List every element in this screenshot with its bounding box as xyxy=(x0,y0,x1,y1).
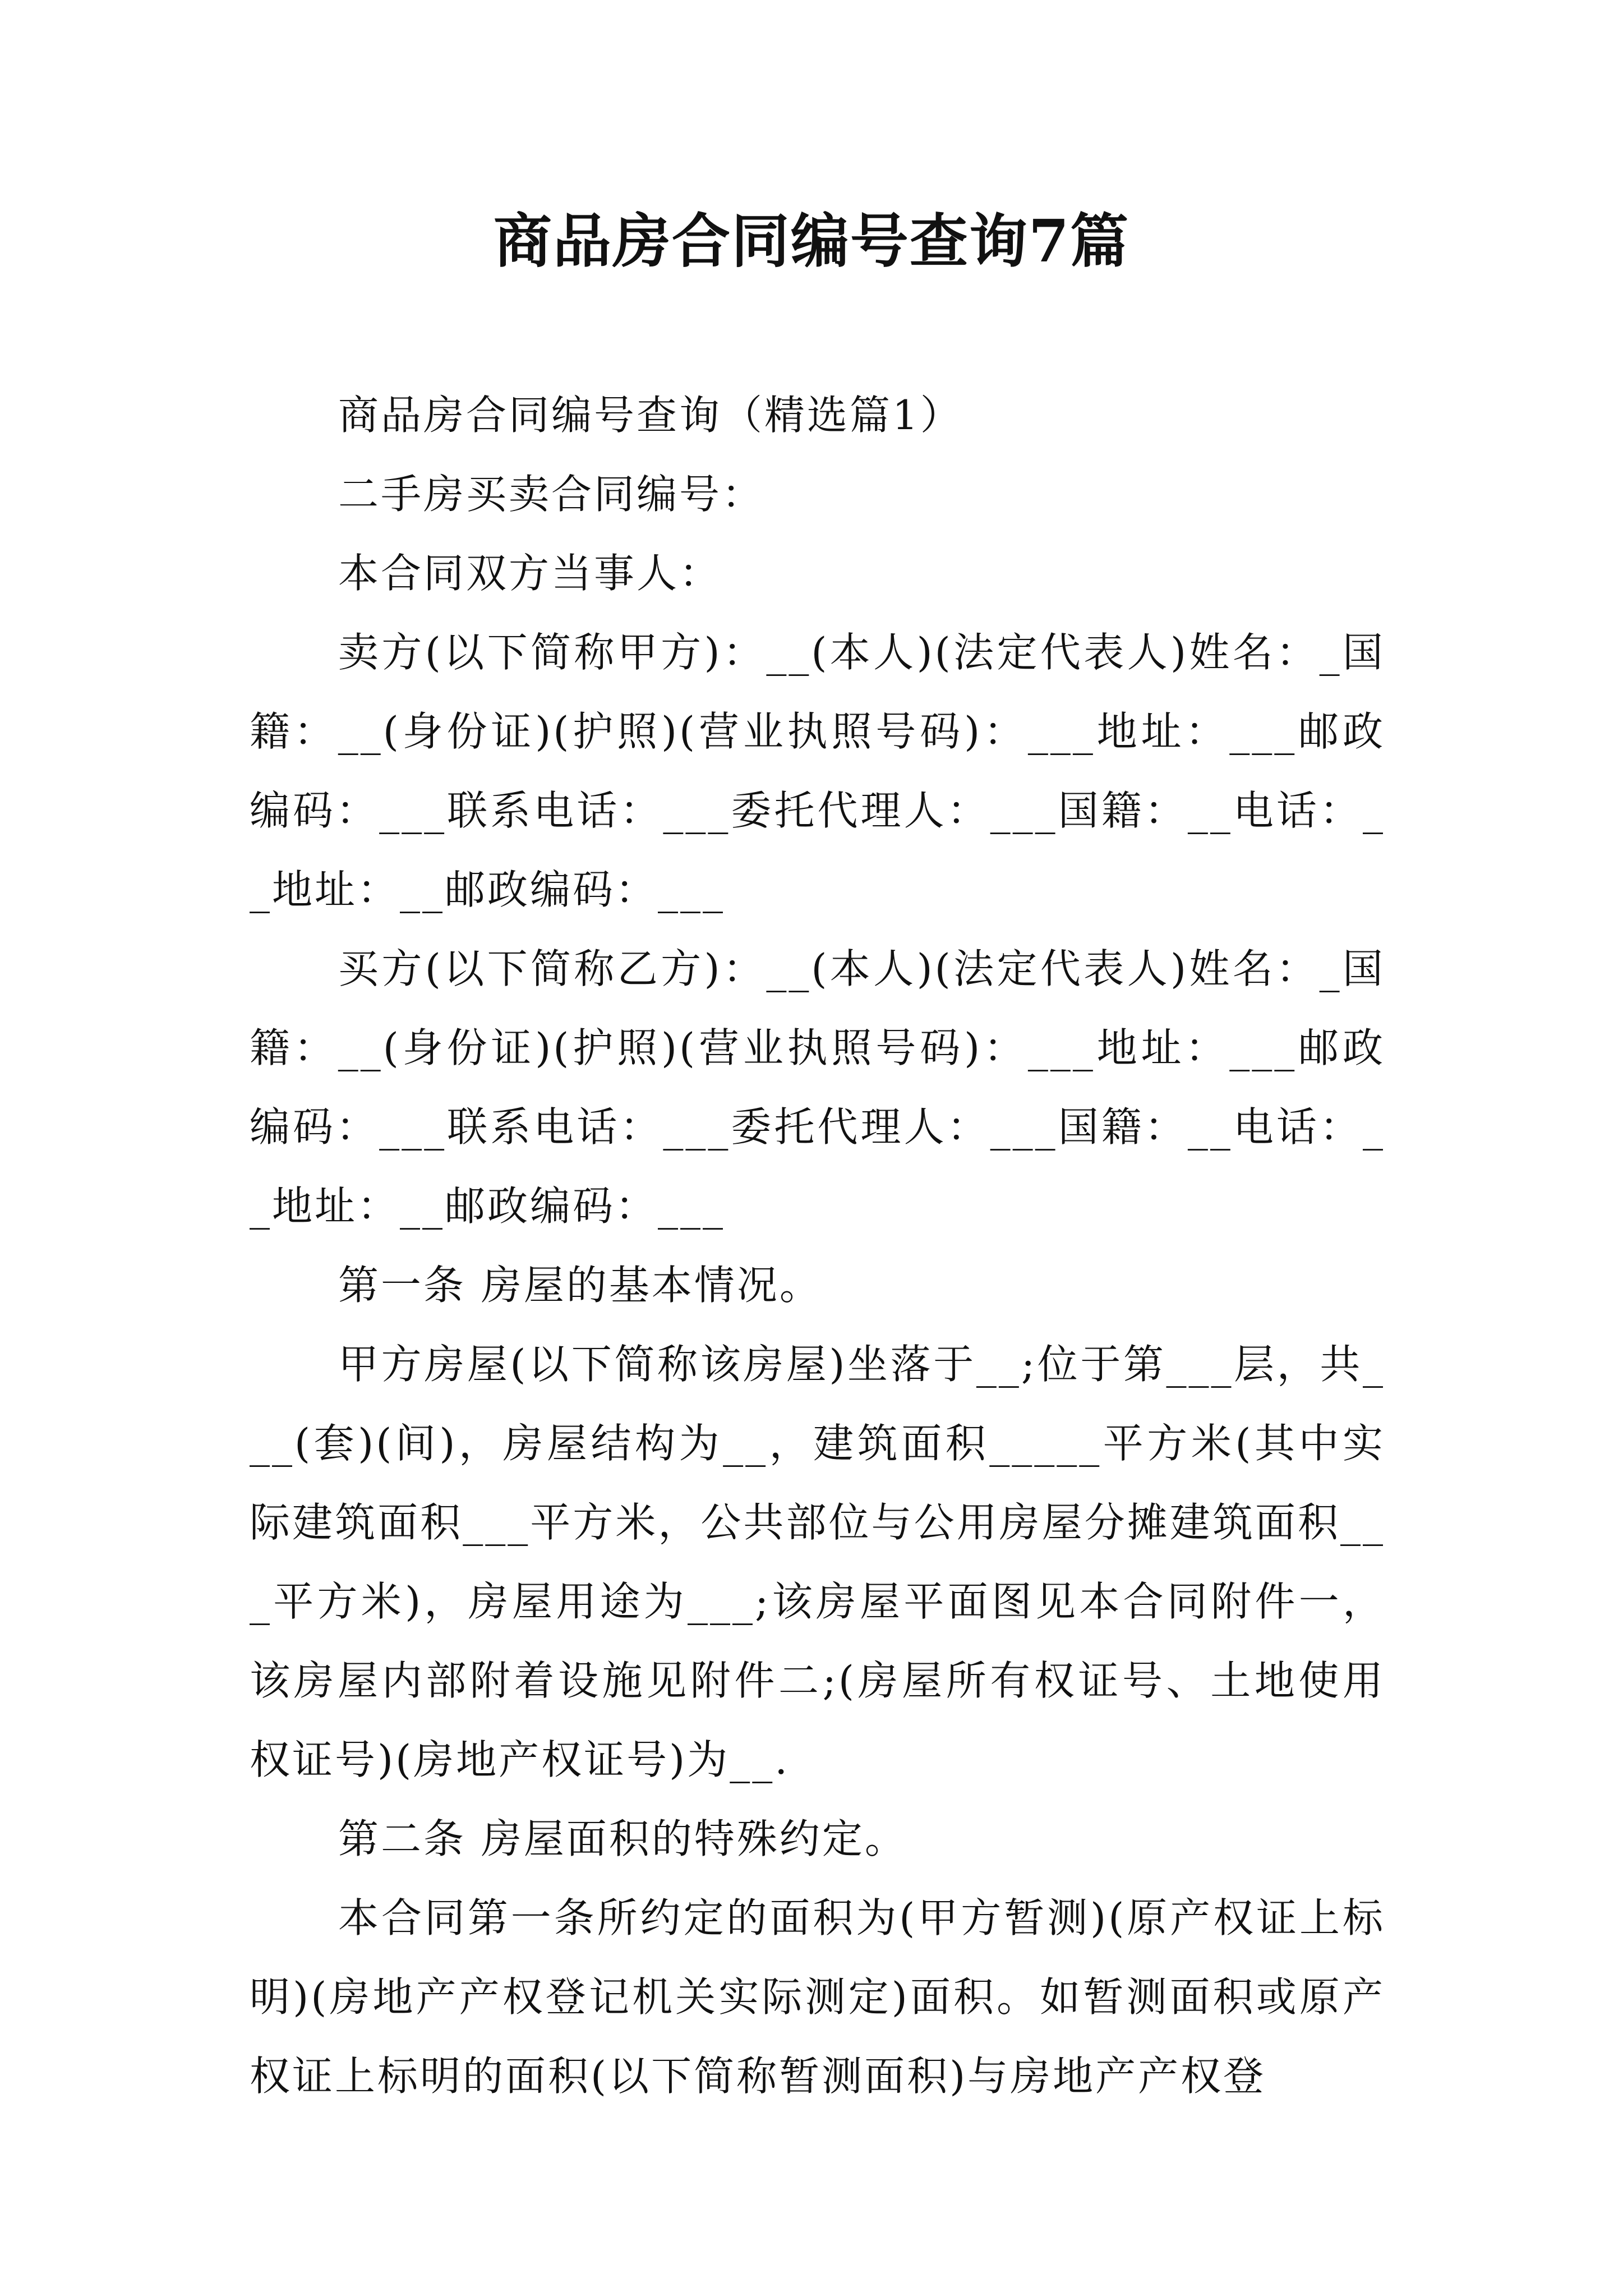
paragraph-buyer-info: 买方(以下简称乙方)：__(本人)(法定代表人)姓名：_国籍：__(身份证)(护照)(营业执照号码)：___地址：___邮政编码：___联系电话：___委托代理人：___国籍：__电话：__地址：__邮政编码：___ xyxy=(250,945,1385,1230)
paragraph-article-2-heading: 第二条 房屋面积的特殊约定。 xyxy=(338,1815,907,1862)
paragraph-contract-number: 二手房买卖合同编号： xyxy=(338,471,765,518)
document-title: 商品房合同编号查询7篇 xyxy=(493,206,1130,275)
paragraph-parties: 本合同双方当事人： xyxy=(338,550,722,597)
paragraph-seller-info: 卖方(以下简称甲方)：__(本人)(法定代表人)姓名：_国籍：__(身份证)(护照)(营业执照号码)：___地址：___邮政编码：___联系电话：___委托代理人：___国籍：__电话：__地址：__邮政编码：___ xyxy=(250,629,1385,913)
paragraph-section-heading: 商品房合同编号查询（精选篇1） xyxy=(338,392,963,439)
paragraph-article-2-body: 本合同第一条所约定的面积为(甲方暂测)(原产权证上标明)(房地产产权登记机关实际测定)面积。如暂测面积或原产权证上标明的面积(以下简称暂测面积)与房地产产权登 xyxy=(250,1894,1385,2100)
paragraph-article-1-heading: 第一条 房屋的基本情况。 xyxy=(338,1262,822,1309)
document-body xyxy=(250,376,1385,2116)
paragraph-article-1-body: 甲方房屋(以下简称该房屋)坐落于__;位于第___层，共___(套)(间)，房屋结构为__，建筑面积_____平方米(其中实际建筑面积___平方米，公共部位与公用房屋分摊建筑面积___平方米)，房屋用途为___;该房屋平面图见本合同附件一，该房屋内部附着设施见附件二;(房屋所有权证号、土地使用权证号)(房地产权证号)为__. xyxy=(250,1341,1385,1783)
